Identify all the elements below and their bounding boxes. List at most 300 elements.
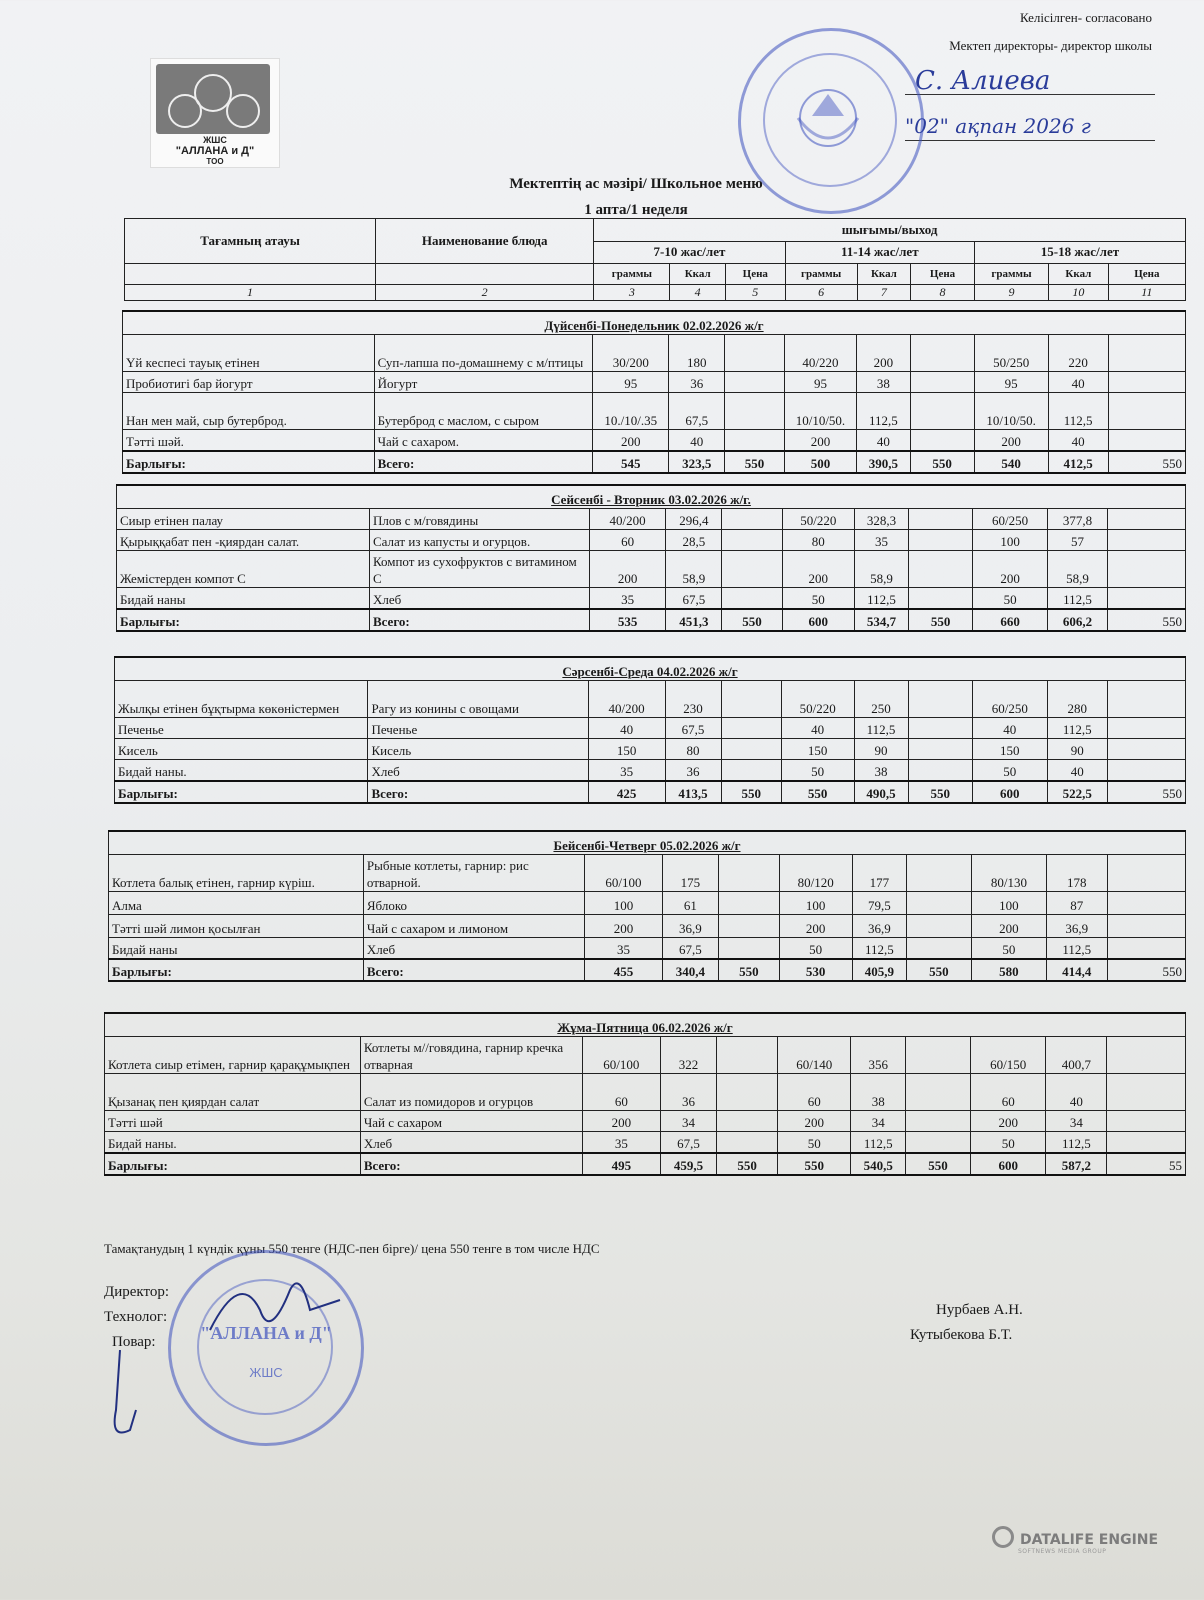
total-grams: 530 (779, 959, 852, 981)
grams-cell: 60/250 (972, 681, 1047, 718)
header-sub-2-0: граммы (974, 264, 1048, 285)
day-title: Сәрсенбі-Среда 04.02.2026 ж/г (562, 664, 738, 679)
grams-cell: 50 (779, 938, 852, 960)
total-label-ru: Всего: (363, 959, 584, 981)
total-label-kz: Барлығы: (115, 781, 368, 803)
menu-row (115, 739, 1186, 760)
kcal-cell: 34 (660, 1111, 717, 1132)
kcal-cell: 328,3 (855, 509, 909, 530)
total-price: 550 (725, 451, 785, 473)
column-number: 10 (1049, 285, 1109, 301)
grams-cell: 40/220 (784, 335, 856, 372)
price-cell (719, 892, 780, 915)
price-cell (721, 739, 781, 760)
grams-cell: 40 (588, 718, 665, 739)
total-row (117, 609, 1186, 631)
director-signature: С. Алиева (915, 66, 1051, 96)
total-label-ru: Всего: (374, 451, 593, 473)
total-label-ru: Всего: (360, 1153, 582, 1175)
total-kcal: 522,5 (1047, 781, 1107, 803)
price-cell (722, 588, 782, 610)
total-kcal: 340,4 (662, 959, 718, 981)
total-grams: 600 (972, 781, 1047, 803)
price-cell (722, 551, 782, 588)
price-cell (1108, 335, 1185, 372)
approval-agreed: Келісілген- согласовано (1019, 10, 1152, 25)
price-cell (910, 372, 974, 393)
menu-row (117, 588, 1186, 610)
column-number: 6 (785, 285, 857, 301)
dish-name-kz: Бидай наны. (105, 1132, 361, 1154)
total-grams: 540 (974, 451, 1048, 473)
header-sub-2-1: Ккал (1049, 264, 1109, 285)
kcal-cell: 112,5 (854, 718, 908, 739)
grams-cell: 80 (782, 530, 855, 551)
header-sub-0-0: граммы (594, 264, 670, 285)
total-price: 550 (910, 451, 974, 473)
dish-name-kz: Кисель (115, 739, 368, 760)
dish-name-kz: Қызанақ пен қиярдан салат (105, 1074, 361, 1111)
kcal-cell: 112,5 (851, 1132, 906, 1154)
price-cell (1107, 1132, 1186, 1154)
company-stamp-type: ЖШС (249, 1365, 283, 1380)
total-price: 550 (1108, 451, 1185, 473)
grams-cell: 200 (585, 915, 662, 938)
grams-cell: 150 (588, 739, 665, 760)
grams-cell: 40 (972, 718, 1047, 739)
grams-cell: 100 (971, 892, 1046, 915)
grams-cell: 80/130 (971, 855, 1046, 892)
grams-cell: 60 (970, 1074, 1045, 1111)
grams-cell: 50/220 (781, 681, 854, 718)
dish-name-ru: Кисель (368, 739, 588, 760)
dish-name-kz: Жемістерден компот С (117, 551, 370, 588)
kcal-cell: 40 (1046, 1074, 1107, 1111)
header-dish-kz: Тағамның атауы (125, 219, 376, 264)
grams-cell: 40 (781, 718, 854, 739)
approval-date: "02" ақпан 2026 г (905, 114, 1091, 138)
grams-cell: 200 (973, 551, 1048, 588)
dish-name-ru: Салат из капусты и огурцов. (369, 530, 589, 551)
price-cell (725, 430, 785, 452)
total-kcal: 606,2 (1047, 609, 1107, 631)
dish-name-ru: Печенье (368, 718, 588, 739)
dish-name-ru: Йогурт (374, 372, 593, 393)
price-cell (1108, 509, 1186, 530)
dish-name-ru: Хлеб (363, 938, 584, 960)
kcal-cell: 67,5 (660, 1132, 717, 1154)
logo-line1: ЖШС (203, 135, 227, 145)
dish-name-kz: Үй кеспесі тауық етінен (123, 335, 375, 372)
kcal-cell: 36 (665, 760, 721, 782)
dish-name-kz: Тәтті шәй лимон қосылған (109, 915, 364, 938)
kcal-cell: 34 (1046, 1111, 1107, 1132)
kcal-cell: 38 (854, 760, 908, 782)
price-cell (721, 760, 781, 782)
price-cell (717, 1132, 778, 1154)
kcal-cell: 90 (1047, 739, 1107, 760)
price-cell (908, 509, 972, 530)
watermark-brand: DATALIFE ENGINE (1020, 1532, 1159, 1548)
total-grams: 600 (782, 609, 855, 631)
grams-cell: 95 (974, 372, 1048, 393)
grams-cell: 100 (973, 530, 1048, 551)
kcal-cell: 377,8 (1047, 509, 1107, 530)
dish-name-ru: Хлеб (360, 1132, 582, 1154)
day-table (122, 310, 1186, 474)
menu-header-table (124, 218, 1186, 301)
dish-name-ru: Хлеб (368, 760, 588, 782)
menu-row (123, 393, 1186, 430)
price-cell (907, 915, 972, 938)
price-cell (1107, 855, 1185, 892)
price-cell (725, 372, 785, 393)
menu-row (117, 530, 1186, 551)
dish-name-ru: Яблоко (363, 892, 584, 915)
document-subtitle: 1 апта/1 неделя (584, 202, 688, 218)
kcal-cell: 280 (1047, 681, 1107, 718)
menu-row (109, 892, 1186, 915)
header-output: шығымы/выход (594, 219, 1186, 242)
header-sub-0-1: Ккал (670, 264, 726, 285)
header-dish-ru: Наименование блюда (376, 219, 594, 264)
grams-cell: 50 (972, 760, 1047, 782)
menu-row (115, 760, 1186, 782)
kcal-cell: 61 (662, 892, 718, 915)
price-note: Тамақтанудың 1 күндік құны 550 тенге (НДС-пен бірге)/ цена 550 тенге в том числе НДС (104, 1241, 600, 1256)
price-cell (721, 681, 781, 718)
price-cell (908, 681, 972, 718)
kcal-cell: 36 (669, 372, 725, 393)
kcal-cell: 38 (851, 1074, 906, 1111)
grams-cell: 40/200 (588, 681, 665, 718)
price-cell (1108, 372, 1185, 393)
logo-line3: ТОО (206, 157, 224, 166)
column-number: 3 (594, 285, 670, 301)
total-price: 550 (1107, 781, 1185, 803)
total-row (109, 959, 1186, 981)
price-cell (719, 938, 780, 960)
header-sub-1-2: Цена (911, 264, 975, 285)
kcal-cell: 175 (662, 855, 718, 892)
kcal-cell: 230 (665, 681, 721, 718)
total-kcal: 459,5 (660, 1153, 717, 1175)
price-cell (717, 1074, 778, 1111)
day-table (104, 1012, 1186, 1176)
menu-row (115, 718, 1186, 739)
total-price: 550 (722, 609, 782, 631)
grams-cell: 200 (779, 915, 852, 938)
grams-cell: 30/200 (593, 335, 669, 372)
grams-cell: 50/250 (974, 335, 1048, 372)
total-label-kz: Барлығы: (109, 959, 364, 981)
grams-cell: 200 (589, 551, 666, 588)
header-sub-2-2: Цена (1108, 264, 1185, 285)
price-cell (1107, 681, 1185, 718)
dish-name-kz: Сиыр етінен палау (117, 509, 370, 530)
grams-cell: 60 (583, 1074, 661, 1111)
grams-cell: 95 (593, 372, 669, 393)
dish-name-kz: Тәтті шәй (105, 1111, 361, 1132)
dish-name-kz: Печенье (115, 718, 368, 739)
day-table (116, 484, 1186, 632)
column-number: 1 (125, 285, 376, 301)
approval-block (892, 10, 1152, 54)
kcal-cell: 28,5 (666, 530, 722, 551)
grams-cell: 60/100 (583, 1037, 661, 1074)
grams-cell: 95 (784, 372, 856, 393)
grams-cell: 35 (589, 588, 666, 610)
total-kcal: 534,7 (855, 609, 909, 631)
header-sub-1-0: граммы (785, 264, 857, 285)
grams-cell: 150 (972, 739, 1047, 760)
kcal-cell: 80 (665, 739, 721, 760)
cook-name: Кутыбекова Б.Т. (910, 1327, 1013, 1343)
price-cell (1108, 393, 1185, 430)
grams-cell: 60 (589, 530, 666, 551)
total-label-kz: Барлығы: (123, 451, 375, 473)
kcal-cell: 356 (851, 1037, 906, 1074)
kcal-cell: 67,5 (666, 588, 722, 610)
price-cell (1107, 1074, 1186, 1111)
total-grams: 495 (583, 1153, 661, 1175)
price-cell (1107, 892, 1185, 915)
kcal-cell: 112,5 (855, 588, 909, 610)
column-number: 2 (376, 285, 594, 301)
price-cell (905, 1074, 970, 1111)
menu-row (123, 335, 1186, 372)
dish-name-kz: Нан мен май, сыр бутерброд. (123, 393, 375, 430)
price-cell (905, 1037, 970, 1074)
dish-name-ru: Чай с сахаром (360, 1111, 582, 1132)
price-cell (1107, 760, 1185, 782)
menu-row (123, 372, 1186, 393)
price-cell (908, 760, 972, 782)
kcal-cell: 36,9 (852, 915, 906, 938)
price-cell (908, 588, 972, 610)
total-label-ru: Всего: (368, 781, 588, 803)
kcal-cell: 250 (854, 681, 908, 718)
kcal-cell: 322 (660, 1037, 717, 1074)
kcal-cell: 40 (669, 430, 725, 452)
grams-cell: 40/200 (589, 509, 666, 530)
header-age-15-18: 15-18 жас/лет (974, 241, 1185, 264)
price-cell (1107, 1037, 1186, 1074)
price-cell (908, 718, 972, 739)
day-table (108, 830, 1186, 982)
handwritten-signature-cook (102, 1350, 142, 1450)
kcal-cell: 67,5 (665, 718, 721, 739)
grams-cell: 60/140 (778, 1037, 851, 1074)
datalife-logo-icon (992, 1526, 1014, 1548)
kcal-cell: 200 (857, 335, 911, 372)
grams-cell: 50 (778, 1132, 851, 1154)
grams-cell: 10./10/.35 (593, 393, 669, 430)
dish-name-ru: Рыбные котлеты, гарнир: рис отварной. (363, 855, 584, 892)
grams-cell: 100 (779, 892, 852, 915)
total-label-ru: Всего: (369, 609, 589, 631)
total-price: 550 (719, 959, 780, 981)
kcal-cell: 38 (857, 372, 911, 393)
dish-name-ru: Хлеб (369, 588, 589, 610)
grams-cell: 60/250 (973, 509, 1048, 530)
total-price: 55 (1107, 1153, 1186, 1175)
price-cell (725, 335, 785, 372)
dish-name-kz: Котлета сиыр етімен, гарнир қарақұмықпен (105, 1037, 361, 1074)
header-age-7-10: 7-10 жас/лет (594, 241, 785, 264)
approval-director-title: Мектеп директоры- директор школы (949, 38, 1152, 53)
total-row (115, 781, 1186, 803)
grams-cell: 10/10/50. (784, 393, 856, 430)
total-price: 550 (908, 781, 972, 803)
dish-name-ru: Чай с сахаром и лимоном (363, 915, 584, 938)
grams-cell: 35 (583, 1132, 661, 1154)
menu-row (115, 681, 1186, 718)
total-grams: 545 (593, 451, 669, 473)
kcal-cell: 35 (855, 530, 909, 551)
grams-cell: 200 (593, 430, 669, 452)
logo-line2: "АЛЛАНА и Д" (175, 145, 255, 157)
price-cell (907, 855, 972, 892)
total-grams: 660 (973, 609, 1048, 631)
dish-name-ru: Котлеты м//говядина, гарнир кречка отварная (360, 1037, 582, 1074)
dish-name-kz: Тәтті шәй. (123, 430, 375, 452)
kcal-cell: 177 (852, 855, 906, 892)
price-cell (1107, 915, 1185, 938)
header-sub-0-2: Цена (725, 264, 785, 285)
menu-row (105, 1074, 1186, 1111)
grams-cell: 200 (778, 1111, 851, 1132)
dish-name-ru: Бутерброд с маслом, с сыром (374, 393, 593, 430)
kcal-cell: 36,9 (1047, 915, 1108, 938)
total-row (123, 451, 1186, 473)
day-title: Жұма-Пятница 06.02.2026 ж/г (557, 1020, 733, 1035)
price-cell (1108, 551, 1186, 588)
grams-cell: 50 (971, 938, 1046, 960)
grams-cell: 35 (588, 760, 665, 782)
kcal-cell: 112,5 (1046, 1132, 1107, 1154)
dish-name-kz: Бидай наны (117, 588, 370, 610)
kcal-cell: 112,5 (1047, 588, 1107, 610)
total-price: 550 (721, 781, 781, 803)
price-cell (910, 335, 974, 372)
kcal-cell: 220 (1048, 335, 1108, 372)
grams-cell: 80/120 (779, 855, 852, 892)
watermark-sub: SOFTNEWS MEDIA GROUP (1018, 1548, 1107, 1555)
price-cell (1107, 1111, 1186, 1132)
total-grams: 425 (588, 781, 665, 803)
menu-row (105, 1132, 1186, 1154)
grams-cell: 50 (781, 760, 854, 782)
kcal-cell: 90 (854, 739, 908, 760)
price-cell (908, 739, 972, 760)
technologist-name: Нурбаев А.Н. (936, 1302, 1023, 1318)
column-number: 8 (911, 285, 975, 301)
kcal-cell: 58,9 (666, 551, 722, 588)
price-cell (905, 1132, 970, 1154)
total-kcal: 587,2 (1046, 1153, 1107, 1175)
kcal-cell: 36 (660, 1074, 717, 1111)
total-kcal: 323,5 (669, 451, 725, 473)
total-kcal: 490,5 (854, 781, 908, 803)
kcal-cell: 67,5 (662, 938, 718, 960)
day-title: Дүйсенбі-Понедельник 02.02.2026 ж/г (544, 318, 764, 333)
technologist-label: Технолог: (104, 1309, 168, 1325)
kcal-cell: 112,5 (1047, 938, 1108, 960)
price-cell (907, 892, 972, 915)
total-grams: 455 (585, 959, 662, 981)
total-grams: 550 (781, 781, 854, 803)
total-label-kz: Барлығы: (117, 609, 370, 631)
dish-name-kz: Алма (109, 892, 364, 915)
grams-cell: 50 (970, 1132, 1045, 1154)
kcal-cell: 79,5 (852, 892, 906, 915)
dish-name-kz: Қырыққабат пен -қиярдан салат. (117, 530, 370, 551)
kcal-cell: 178 (1047, 855, 1108, 892)
day-title: Сейсенбі - Вторник 03.02.2026 ж/г. (551, 492, 751, 507)
company-stamp-name: "АЛЛАНА и Д" (200, 1323, 332, 1343)
document-title: Мектептің ас мәзірі/ Школьное меню (509, 176, 763, 192)
menu-row (109, 855, 1186, 892)
watermark (992, 1526, 1158, 1555)
price-cell (905, 1111, 970, 1132)
price-cell (717, 1111, 778, 1132)
dish-name-kz: Бидай наны. (115, 760, 368, 782)
price-cell (725, 393, 785, 430)
menu-row (105, 1037, 1186, 1074)
total-price: 550 (717, 1153, 778, 1175)
grams-cell: 50/220 (782, 509, 855, 530)
total-grams: 535 (589, 609, 666, 631)
kcal-cell: 67,5 (669, 393, 725, 430)
handwritten-signature-director (200, 1270, 350, 1350)
grams-cell: 60/150 (970, 1037, 1045, 1074)
grams-cell: 150 (781, 739, 854, 760)
price-cell (719, 915, 780, 938)
menu-row (109, 938, 1186, 960)
kcal-cell: 57 (1047, 530, 1107, 551)
price-cell (1108, 430, 1185, 452)
price-cell (717, 1037, 778, 1074)
price-cell (722, 509, 782, 530)
kcal-cell: 36,9 (662, 915, 718, 938)
dish-name-ru: Салат из помидоров и огурцов (360, 1074, 582, 1111)
kcal-cell: 112,5 (857, 393, 911, 430)
total-price: 550 (1108, 609, 1186, 631)
grams-cell: 100 (585, 892, 662, 915)
total-kcal: 412,5 (1048, 451, 1108, 473)
grams-cell: 200 (782, 551, 855, 588)
kcal-cell: 112,5 (852, 938, 906, 960)
kcal-cell: 58,9 (855, 551, 909, 588)
dish-name-kz: Бидай наны (109, 938, 364, 960)
total-price: 550 (907, 959, 972, 981)
menu-row (117, 509, 1186, 530)
total-grams: 580 (971, 959, 1046, 981)
dish-name-kz: Пробиотигі бар йогурт (123, 372, 375, 393)
total-kcal: 405,9 (852, 959, 906, 981)
total-price: 550 (905, 1153, 970, 1175)
menu-row (123, 430, 1186, 452)
price-cell (1107, 739, 1185, 760)
price-cell (908, 530, 972, 551)
grams-cell: 200 (970, 1111, 1045, 1132)
dish-name-ru: Суп-лапша по-домашнему с м/птицы (374, 335, 593, 372)
total-kcal: 413,5 (665, 781, 721, 803)
price-cell (1107, 718, 1185, 739)
menu-row (117, 551, 1186, 588)
cook-label: Повар: (112, 1334, 156, 1350)
